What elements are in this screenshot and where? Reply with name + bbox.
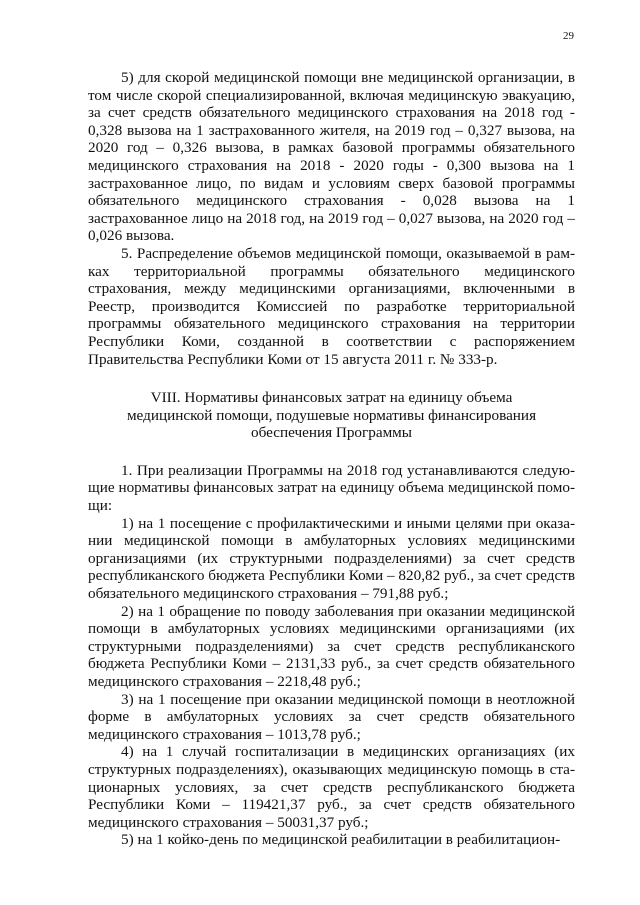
paragraph-norm-visit-preventive: 1) на 1 посещение с профилактическими и иными целями при оказании медицинской помощи в амбулаторных условиях медицинскими организациями (их структурными подразделениями) за счет средств республиканского бюджета Республики Коми – 820,82 руб., за счет средств обязательного медицинского страхования – 791,88 руб.;: [88, 514, 575, 603]
paragraph-norm-hospitalization: 4) на 1 случай госпитализации в медицинских организациях (их структурных подразделениях), оказывающих медицинскую помощь в стационарных условиях, за счет средств республиканского бюджета Республики Коми – 119421,37 руб., за счет средств обязательного медицинского страхования – 50031,37 руб.;: [88, 743, 575, 831]
section-heading-line-3: обеспечения Программы: [250, 424, 413, 442]
section-heading-line-2: медицинской помощи, подушевые нормативы финансирования: [126, 406, 537, 424]
paragraph-norm-rehabilitation: 5) на 1 койко-день по медицинской реабилитации в реабилитацион-: [121, 831, 561, 849]
page-number: 29: [563, 30, 574, 42]
document-body: [88, 69, 575, 849]
paragraph-cost-norms-intro: 1. При реализации Программы на 2018 год устанавливаются следующие нормативы финансовых затрат на единицу объема медицинской помощи:: [88, 461, 575, 515]
paragraph-norm-urgent-visit: 3) на 1 посещение при оказании медицинской помощи в неотложной форме в амбулаторных условиях за счет средств обязательного медицинского страхования – 1013,78 руб.;: [88, 690, 575, 743]
section-heading: [88, 389, 575, 442]
paragraph-norm-disease-appeal: 2) на 1 обращение по поводу заболевания при оказании медицинской помощи в амбулаторных условиях медицинскими организациями (их структурными подразделениями) за счет средств республиканского бюджета Республики Коми – 2131,33 руб., за счет средств обязательного медицинского страхования – 2218,48 руб.;: [88, 602, 575, 690]
section-gap: [88, 442, 575, 462]
section-heading-line-1: VIII. Нормативы финансовых затрат на единицу объема: [150, 389, 513, 407]
paragraph-ambulance-norms: 5) для скорой медицинской помощи вне медицинской организации, в том числе скорой специализированной, включая медицинскую эвакуацию, за счет средств обязательного медицинского страхования на 2018 год - 0,328 вызова на 1 застрахованного жителя, на 2019 год – 0,327 вызова, на 2020 год – 0,326 вызова, в рамках базовой программы обязательного медицинского страхования на 2018 - 2020 годы - 0,300 вызова на 1 застрахованное лицо, по видам и условиям сверх базовой программы обязательного медицинского страхования - 0,028 вызова на 1 застрахованное лицо на 2018 год, на 2019 год – 0,027 вызова, на 2020 год – 0,026 вызова.: [88, 69, 575, 245]
paragraph-volume-distribution: 5. Распределение объемов медицинской помощи, оказываемой в рамках территориальной программы обязательного медицинского страхования, между медицинскими организациями, включенными в Реестр, производится Комиссией по разработке территориальной программы обязательного медицинского страхования на территории Республики Коми, созданной в соответствии с распоряжением Правительства Республики Коми от 15 августа 2011 г. № 333-р.: [88, 244, 575, 368]
